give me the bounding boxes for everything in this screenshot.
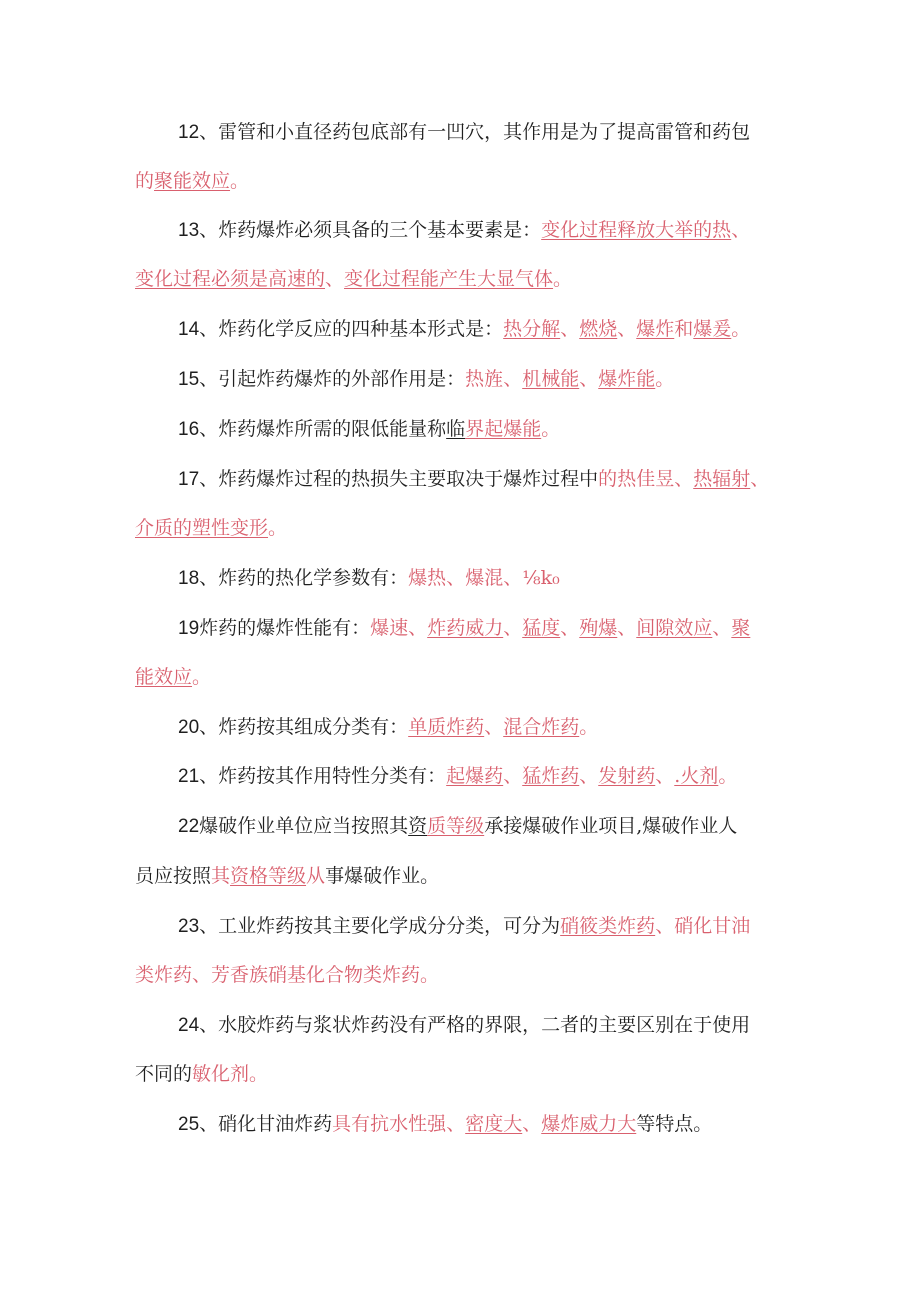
answer-text: 的 (135, 170, 155, 192)
question-text: 硝化甘油炸药 (218, 1113, 333, 1135)
answer-blank: 猛炸药 (522, 765, 580, 787)
punctuation: 。 (541, 418, 561, 440)
item-24-line-2 (135, 1050, 785, 1099)
item-number: 15 (178, 369, 200, 390)
item-22-line-1 (135, 802, 828, 851)
punctuation: 。 (249, 1063, 269, 1085)
answer-blank: 混合炸药 (503, 716, 580, 738)
question-text: 炸药按其组成分类有： (218, 716, 409, 738)
punctuation: 。 (718, 765, 738, 787)
answer-blank: 聚 (731, 617, 751, 639)
item-25 (135, 1100, 828, 1149)
question-text: 炸药的爆炸性能有： (199, 617, 371, 639)
answer-blank: 变化过程释放大举的热 (541, 219, 732, 241)
answer-blank: 聚能效应 (154, 170, 231, 192)
item-19-line-2 (135, 653, 785, 702)
answer-blank: 密度大 (465, 1113, 523, 1135)
punctuation: 、 (446, 1113, 466, 1135)
punctuation: 、 (655, 915, 675, 937)
answer-blank: 变化过程能产生大显气体 (344, 268, 554, 290)
question-text: 水胶炸药与浆状炸药没有严格的界限，二者的主要区别在于使用 (218, 1014, 751, 1036)
question-text: 员应按照 (135, 865, 212, 887)
punctuation: 、 (579, 368, 599, 390)
item-18 (135, 554, 828, 603)
item-number: 23 (178, 916, 200, 937)
question-text: 炸药的热化学参数有： (218, 567, 409, 589)
item-13-line-2 (135, 255, 785, 304)
punctuation: 。 (731, 318, 751, 340)
answer-text: 爆混 (465, 567, 504, 589)
answer-blank: 发射药 (598, 765, 656, 787)
answer-blank: 间隙效应 (636, 617, 713, 639)
item-23-line-1 (135, 902, 828, 951)
answer-blank: 燃烧 (579, 318, 618, 340)
question-text: 炸药爆炸过程的热损失主要取决于爆炸过程中 (218, 468, 599, 490)
answer-blank-start: 资 (408, 815, 428, 837)
separator: 、 (199, 468, 219, 490)
punctuation: 、 (192, 964, 212, 986)
punctuation: 、 (579, 765, 599, 787)
item-number: 16 (178, 419, 200, 440)
answer-blank: 变化过程必须是高速的 (135, 268, 326, 290)
answer-blank: 质等级 (427, 815, 485, 837)
answer-text: 从 (306, 865, 326, 887)
item-21 (135, 752, 828, 801)
question-text: 工业炸药按其主要化学成分分类，可分为 (218, 915, 561, 937)
punctuation: 。 (192, 666, 212, 688)
answer-text: 热佳昱 (617, 468, 675, 490)
punctuation: 。 (579, 716, 599, 738)
answer-blank: 硝筱类炸药 (560, 915, 656, 937)
answer-blank: 起爆药 (446, 765, 504, 787)
punctuation: 、 (731, 219, 751, 241)
question-text: 事爆破作业。 (325, 865, 440, 887)
question-text: 炸药爆炸必须具备的三个基本要素是： (218, 219, 542, 241)
item-24-line-1 (135, 1001, 828, 1050)
answer-text: 爆热 (408, 567, 447, 589)
item-20 (135, 703, 828, 752)
item-number: 21 (178, 766, 200, 787)
item-12-line-2 (135, 157, 785, 206)
punctuation: 和 (674, 318, 694, 340)
item-number: 19 (178, 618, 200, 639)
punctuation: 、 (712, 617, 732, 639)
punctuation: 。 (553, 268, 573, 290)
separator: 、 (199, 716, 219, 738)
item-14 (135, 305, 828, 354)
item-12-line-1 (135, 108, 828, 157)
punctuation: 、 (503, 368, 523, 390)
punctuation: 、 (655, 765, 675, 787)
separator: 、 (199, 318, 219, 340)
answer-blank: 热分解 (503, 318, 561, 340)
separator: 、 (199, 1014, 219, 1036)
answer-text: 芳香族硝基化合物类炸药 (211, 964, 421, 986)
separator: 、 (199, 915, 219, 937)
punctuation: 、 (503, 765, 523, 787)
answer-blank: 介质的塑性变形 (135, 517, 269, 539)
answer-blank: .火剂 (674, 765, 719, 787)
item-15 (135, 355, 828, 404)
answer-blank: 热辐射 (693, 468, 751, 490)
item-17-line-2 (135, 504, 785, 553)
separator: 、 (199, 219, 219, 241)
punctuation: 、 (408, 617, 428, 639)
answer-blank: 界起爆能 (465, 418, 542, 440)
item-number: 20 (178, 717, 200, 738)
item-19-line-1 (135, 604, 828, 653)
separator: 、 (199, 418, 219, 440)
punctuation: 。 (420, 964, 440, 986)
item-17-line-1 (135, 455, 828, 504)
separator: 、 (199, 121, 219, 143)
punctuation: 。 (230, 170, 250, 192)
item-number: 17 (178, 469, 200, 490)
question-text: 炸药爆炸所需的限低能量称 (218, 418, 447, 440)
item-number: 24 (178, 1015, 200, 1036)
answer-blank: 能效应 (135, 666, 193, 688)
punctuation: 、 (560, 318, 580, 340)
answer-text: 类炸药 (135, 964, 193, 986)
punctuation: 、 (522, 1113, 542, 1135)
answer-blank: 猛度 (522, 617, 561, 639)
answer-blank: 爆炸 (636, 318, 675, 340)
answer-text: 其 (211, 865, 231, 887)
answer-text: 具有抗水性强 (332, 1113, 447, 1135)
punctuation: 、 (503, 617, 523, 639)
question-text: 等特点。 (636, 1113, 713, 1135)
punctuation: 、 (674, 468, 694, 490)
item-number: 13 (178, 220, 200, 241)
question-text: 炸药化学反应的四种基本形式是： (218, 318, 504, 340)
separator: 、 (199, 368, 219, 390)
answer-text: 热旌 (465, 368, 504, 390)
answer-blank: 单质炸药 (408, 716, 485, 738)
punctuation: 。 (655, 368, 675, 390)
item-number: 12 (178, 122, 200, 143)
punctuation: 、 (560, 617, 580, 639)
question-text: 引起炸药爆炸的外部作用是： (218, 368, 466, 390)
punctuation: 、 (617, 318, 637, 340)
punctuation: 。 (268, 517, 288, 539)
separator: 、 (199, 1113, 219, 1135)
item-number: 25 (178, 1114, 200, 1135)
punctuation: 、 (325, 268, 345, 290)
item-22-line-2 (135, 852, 785, 901)
answer-text: 硝化甘油 (674, 915, 751, 937)
separator: 、 (199, 765, 219, 787)
answer-blank: 爆爰 (693, 318, 732, 340)
answer-blank: 机械能 (522, 368, 580, 390)
question-text: 不同的 (135, 1063, 193, 1085)
item-number: 22 (178, 816, 200, 837)
punctuation: 、 (503, 567, 523, 589)
answer-blank-start: 临 (446, 418, 466, 440)
answer-text: 的 (598, 468, 618, 490)
answer-blank: 炸药威力 (427, 617, 504, 639)
answer-text: ⅛k₀ (522, 567, 560, 589)
question-text: 雷管和小直径药包底部有一凹穴，其作用是为了提高雷管和药包 (218, 121, 751, 143)
answer-blank: 资格等级 (230, 865, 307, 887)
answer-text: 爆速 (370, 617, 409, 639)
answer-blank: 爆炸威力大 (541, 1113, 637, 1135)
punctuation: 、 (446, 567, 466, 589)
item-16 (135, 405, 828, 454)
answer-text: 敏化剂 (192, 1063, 250, 1085)
question-text: 爆破作业单位应当按照其 (199, 815, 409, 837)
answer-blank: 爆炸能 (598, 368, 656, 390)
question-text: 炸药按其作用特性分类有： (218, 765, 447, 787)
item-number: 14 (178, 319, 200, 340)
answer-blank: 殉爆 (579, 617, 618, 639)
question-text: 承接爆破作业项目,爆破作业人 (484, 815, 738, 837)
punctuation: 、 (617, 617, 637, 639)
punctuation: 、 (750, 468, 770, 490)
punctuation: 、 (484, 716, 504, 738)
separator: 、 (199, 567, 219, 589)
item-number: 18 (178, 568, 200, 589)
item-23-line-2 (135, 951, 785, 1000)
item-13-line-1 (135, 206, 828, 255)
